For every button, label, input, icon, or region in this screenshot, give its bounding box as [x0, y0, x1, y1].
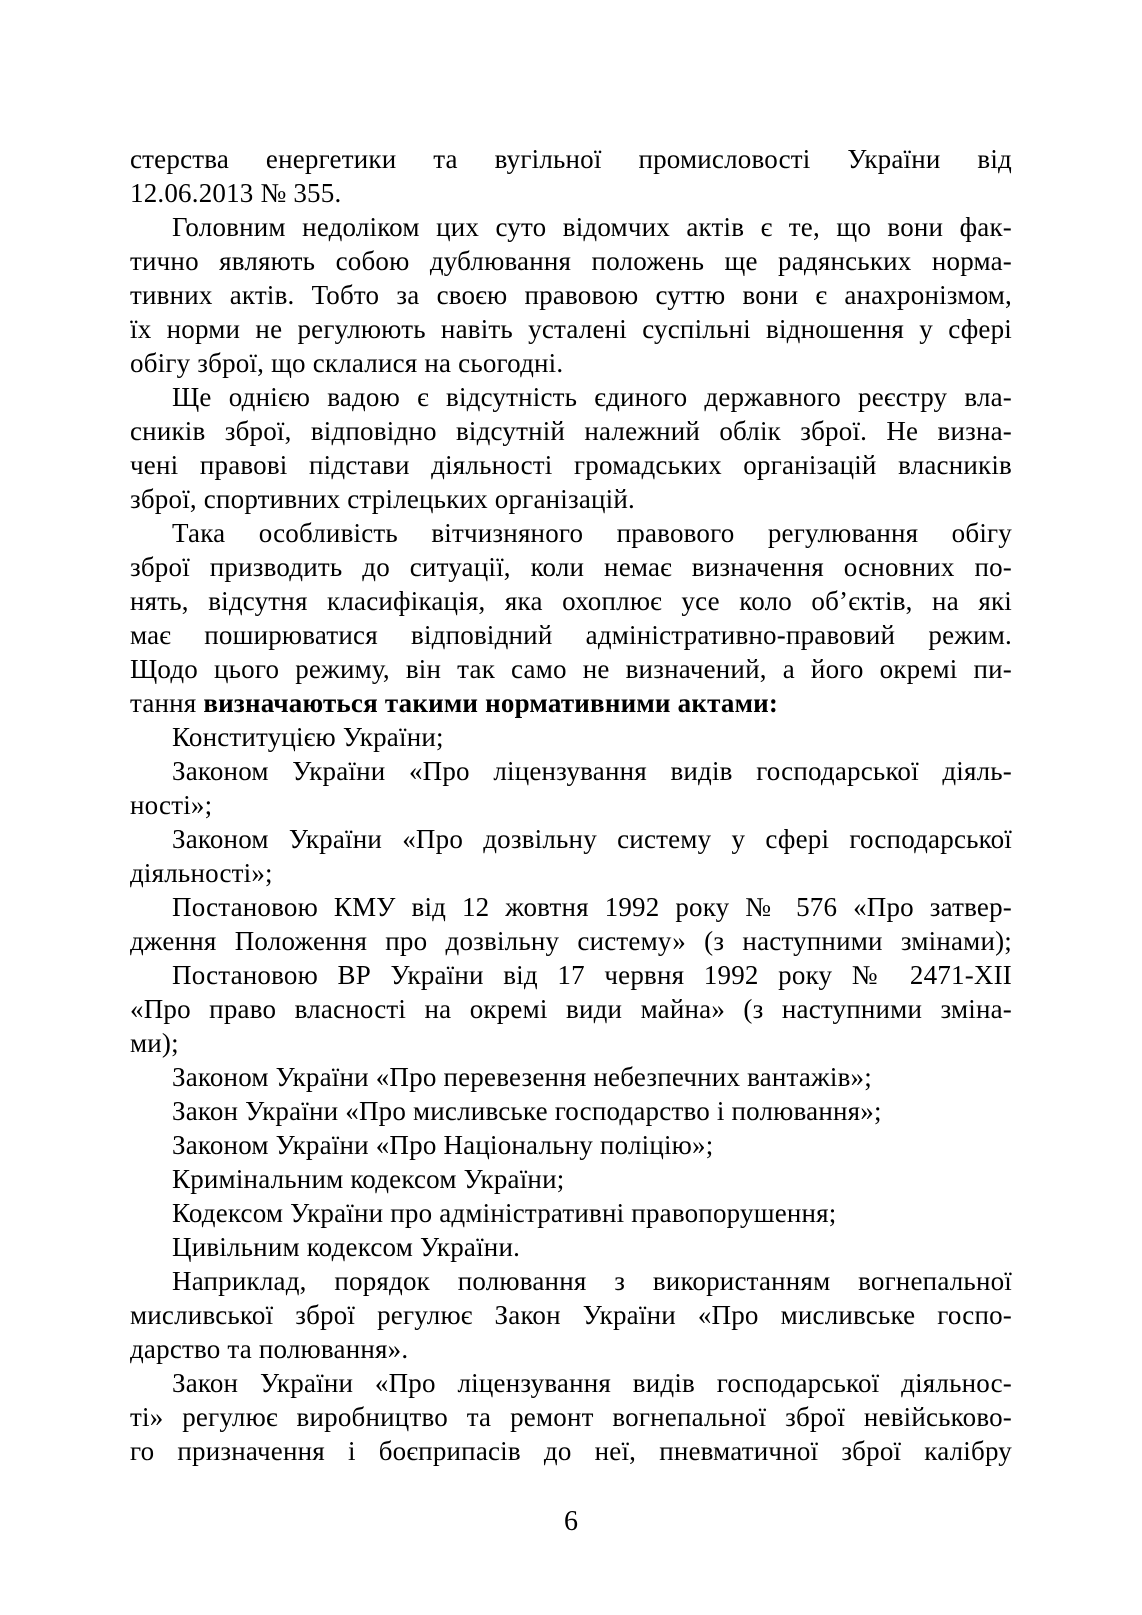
text-line: Наприклад, порядок полювання з використанням вогнепальної — [172, 1266, 1012, 1296]
text-line: зброї, спортивних стрілецьких організацій. — [130, 484, 635, 514]
text-line: дження Положення про дозвільну систему» (з наступними змінами); — [130, 926, 1012, 956]
text-line: го призначення і боєприпасів до неї, пневматичної зброї калібру — [130, 1436, 1012, 1466]
text-line: Законом України «Про Національну поліцію»; — [172, 1130, 714, 1160]
text-line: мисливської зброї регулює Закон України «Про мисливське госпо- — [130, 1300, 1012, 1330]
text-line: Постановою КМУ від 12 жовтня 1992 року № 576 «Про затвер- — [172, 892, 1012, 922]
text-line: дарство та полювання». — [130, 1334, 409, 1364]
text-line: Законом України «Про дозвільну систему у сфері господарської — [172, 824, 1012, 854]
text-line: «Про право власності на окремі види майна» (з наступними зміна- — [130, 994, 1012, 1024]
text-line: тивних актів. Тобто за своєю правовою суттю вони є анахронізмом, — [130, 280, 1012, 310]
text-line: Закон України «Про ліцензування видів господарської діяльнос- — [172, 1368, 1012, 1398]
text-line: ності»; — [130, 790, 213, 820]
text-line: ті» регулює виробництво та ремонт вогнепальної зброї невійськово- — [130, 1402, 1012, 1432]
text-line: Закон України «Про мисливське господарство і полювання»; — [172, 1096, 882, 1126]
text-line: Постановою ВР України від 17 червня 1992 року № 2471-XII — [172, 960, 1012, 990]
text-line: Щодо цього режиму, він так само не визначений, а його окремі пи- — [130, 654, 1012, 684]
text-line: Цивільним кодексом України. — [172, 1232, 521, 1262]
text-line: 12.06.2013 № 355. — [130, 178, 342, 208]
text-line: Ще однією вадою є відсутність єдиного державного реєстру вла- — [172, 382, 1012, 412]
text-line — [130, 686, 1012, 720]
text-line: чені правові підстави діяльності громадських організацій власників — [130, 450, 1012, 480]
text-line: Кримінальним кодексом України; — [172, 1164, 565, 1194]
text-run-bold: визначаються такими нормативними актами: — [203, 688, 779, 718]
text-line: має поширюватися відповідний адміністративно-правовий режим. — [130, 620, 1012, 650]
text-line: їх норми не регулюють навіть усталені суспільні відношення у сфері — [130, 314, 1012, 344]
text-line: Така особливість вітчизняного правового регулювання обігу — [172, 518, 1012, 548]
text-line: нять, відсутня класифікація, яка охоплює усе коло об’єктів, на які — [130, 586, 1012, 616]
text-line: Конституцією України; — [172, 722, 444, 752]
text-line: Головним недоліком цих суто відомчих актів є те, що вони фак- — [172, 212, 1012, 242]
text-line: стерства енергетики та вугільної промисловості України від — [130, 144, 1012, 174]
text-line: Законом України «Про перевезення небезпечних вантажів»; — [172, 1062, 872, 1092]
text-line: ми); — [130, 1028, 179, 1058]
text-run: тання — [130, 688, 204, 718]
text-line: сників зброї, відповідно відсутній належний облік зброї. Не визна- — [130, 416, 1012, 446]
page-number: 6 — [564, 1506, 578, 1537]
text-line: Кодексом України про адміністративні правопорушення; — [172, 1198, 837, 1228]
body-text — [130, 142, 1012, 1468]
text-line: діяльності»; — [130, 858, 273, 888]
text-line: обігу зброї, що склалися на сьогодні. — [130, 348, 564, 378]
text-line: Законом України «Про ліцензування видів господарської діяль- — [172, 756, 1012, 786]
text-line: тично являють собою дублювання положень ще радянських норма- — [130, 246, 1012, 276]
text-line: зброї призводить до ситуації, коли немає визначення основних по- — [130, 552, 1012, 582]
